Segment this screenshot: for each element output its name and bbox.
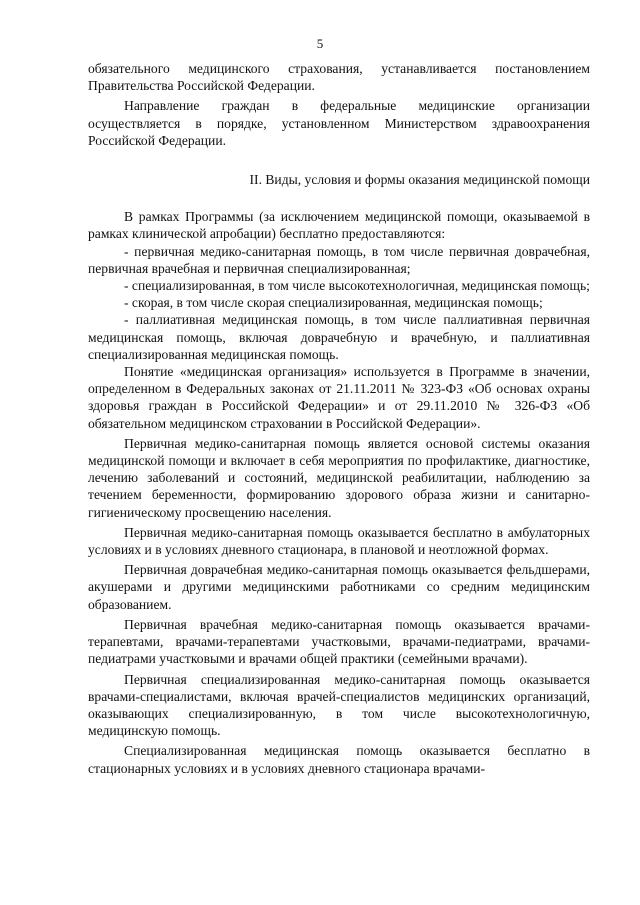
list-item: - паллиативная медицинская помощь, в том числе паллиативная первичная медицинская помощь, включая доврачебную и врачебную, и паллиативная специализированная медицинская помощь.	[88, 312, 590, 362]
paragraph: обязательного медицинского страхования, устанавливается постановлением Правительства Российской Федерации.	[88, 61, 590, 94]
paragraph: В рамках Программы (за исключением медицинской помощи, оказываемой в рамках клинической апробации) бесплатно предоставляются:	[88, 209, 590, 242]
list-item: - специализированная, в том числе высокотехнологичная, медицинская помощь;	[124, 278, 590, 294]
paragraph: Понятие «медицинская организация» используется в Программе в значении, определенном в Федеральных законах от 21.11.2011 № 323-ФЗ «Об основах охраны здоровья граждан в Российской Федерации» и от 29.11.2010 № 326-ФЗ «Об обязательном медицинском страховании в Российской Федерации».	[88, 364, 590, 431]
document-body	[88, 60, 590, 777]
page-number: 5	[316, 36, 324, 51]
paragraph: Специализированная медицинская помощь оказывается бесплатно в стационарных условиях и в условиях дневного стационара врачами-	[88, 743, 590, 776]
paragraph: Первичная специализированная медико-санитарная помощь оказывается врачами-специалистами, включая врачей-специалистов медицинских организаций, оказывающих специализированную, в том числе высокотехнологичную, медицинскую помощь.	[88, 671, 590, 739]
paragraph: Первичная медико-санитарная помощь оказывается бесплатно в амбулаторных условиях и в условиях дневного стационара, в плановой и неотложной формах.	[88, 524, 590, 558]
list-item: - скорая, в том числе скорая специализированная, медицинская помощь;	[124, 295, 543, 311]
paragraph: Первичная медико-санитарная помощь является основой системы оказания медицинской помощи и включает в себя мероприятия по профилактике, диагностике, лечению заболеваний и состояний, медицинской реабилитации, наблюдению за течением беременности, формированию здорового образа жизни и санитарно-гигиеническому просвещению населения.	[88, 435, 590, 520]
list-item: - первичная медико-санитарная помощь, в том числе первичная доврачебная, первичная врачебная и первичная специализированная;	[88, 243, 590, 276]
paragraph: Первичная доврачебная медико-санитарная помощь оказывается фельдшерами, акушерами и другими медицинскими работниками со средним медицинским образованием.	[88, 562, 590, 612]
paragraph: Первичная врачебная медико-санитарная помощь оказывается врачами-терапевтами, врачами-терапевтами участковыми, врачами-педиатрами, врачами-педиатрами участковыми и врачами общей практики (семейными врачами).	[88, 616, 590, 667]
section-heading: II. Виды, условия и формы оказания медицинской помощи	[249, 172, 590, 188]
paragraph: Направление граждан в федеральные медицинские организации осуществляется в порядке, установленном Министерством здравоохранения Российской Федерации.	[88, 98, 590, 148]
